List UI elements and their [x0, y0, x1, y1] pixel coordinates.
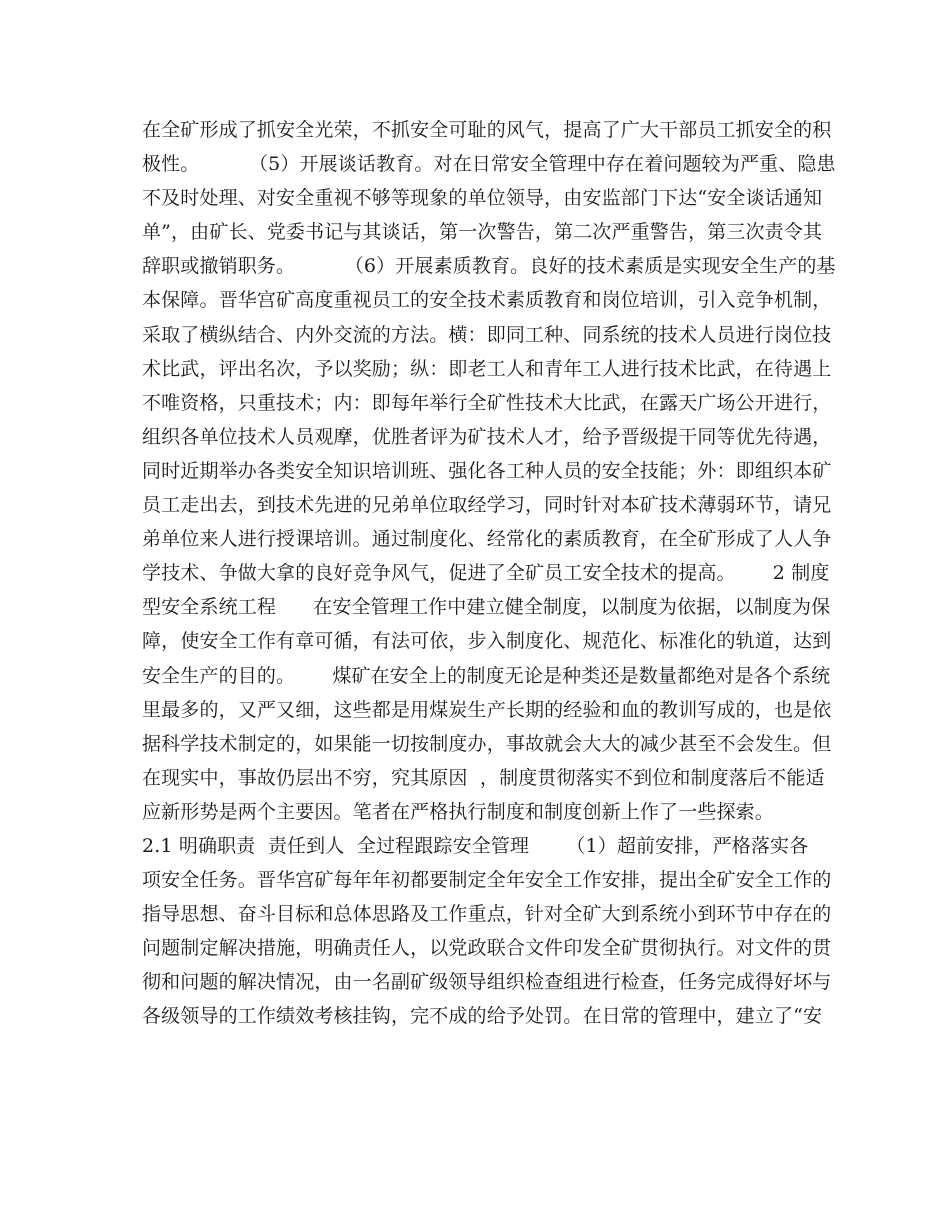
text-line: 据科学技术制定的，如果能一切按制度办，事故就会大大的减少甚至不会发生。但 [142, 732, 832, 755]
text-line: 单”，由矿长、党委书记与其谈话，第一次警告，第二次严重警告，第三次责令其 [142, 221, 823, 244]
text-line: 不唯资格，只重技术；内：即每年举行全矿性技术大比武，在露天广场公开进行， [142, 391, 832, 414]
text-line: 本保障。晋华宫矿高度重视员工的安全技术素质教育和岗位培训，引入竞争机制， [142, 289, 832, 312]
text-line: 不及时处理、对安全重视不够等现象的单位领导，由安监部门下达“安全谈话通知 [142, 187, 823, 210]
text-line: 彻和问题的解决情况，由一名副矿级领导组织检查组进行检查，任务完成得好坏与 [142, 971, 832, 994]
text-line: 极性。 （5）开展谈话教育。对在日常安全管理中存在着问题较为严重、隐患 [142, 153, 836, 176]
text-line: 问题制定解决措施，明确责任人，以党政联合文件印发全矿贯彻执行。对文件的贯 [142, 937, 832, 960]
text-line: 采取了横纵结合、内外交流的方法。横：即同工种、同系统的技术人员进行岗位技 [142, 323, 832, 346]
text-line: 2.1 明确职责 责任到人 全过程跟踪安全管理 （1）超前安排，严格落实各 [142, 834, 809, 857]
text-line: 同时近期举办各类安全知识培训班、强化各工种人员的安全技能；外：即组织本矿 [142, 459, 832, 482]
text-line: 员工走出去，到技术先进的兄弟单位取经学习，同时针对本矿技术薄弱环节，请兄 [142, 494, 832, 517]
text-line: 在现实中，事故仍层出不穷，究其原因 ，制度贯彻落实不到位和制度落后不能适 [142, 766, 825, 789]
text-line: 指导思想、奋斗目标和总体思路及工作重点，针对全矿大到系统小到环节中存在的 [142, 903, 832, 926]
text-line: 术比武，评出名次，予以奖励；纵：即老工人和青年工人进行技术比武，在待遇上 [142, 357, 832, 380]
text-line: 在全矿形成了抓安全光荣，不抓安全可耻的风气，提高了广大干部员工抓安全的积 [142, 119, 832, 141]
text-line: 应新形势是两个主要因。笔者在严格执行制度和制度创新上作了一些探索。 [142, 800, 774, 823]
text-line: 辞职或撤销职务。 （6）开展素质教育。良好的技术素质是实现安全生产的基 [142, 255, 836, 278]
text-line: 项安全任务。晋华宫矿每年年初都要制定全年安全工作安排，提出全矿安全工作的 [142, 869, 832, 892]
text-line: 组织各单位技术人员观摩，优胜者评为矿技术人才，给予晋级提干同等优先待遇， [142, 425, 832, 448]
text-line: 障，使安全工作有章可循，有法可依，步入制度化、规范化、标准化的轨道，达到 [142, 630, 832, 653]
text-line: 安全生产的目的。 煤矿在安全上的制度无论是种类还是数量都绝对是各个系统 [142, 664, 831, 687]
body-text [142, 113, 836, 1034]
text-line: 各级领导的工作绩效考核挂钩，完不成的给予处罚。在日常的管理中，建立了“安 [142, 1005, 823, 1028]
text-line: 型安全系统工程 在安全管理工作中建立健全制度，以制度为依据，以制度为保 [142, 596, 831, 619]
text-line: 里最多的，又严又细，这些都是用煤炭生产长期的经验和血的教训写成的，也是依 [142, 698, 832, 721]
text-line: 弟单位来人进行授课培训。通过制度化、经常化的素质教育，在全矿形成了人人争 [142, 528, 832, 551]
text-line: 学技术、争做大拿的良好竞争风气，促进了全矿员工安全技术的提高。 2 制度 [142, 562, 830, 585]
